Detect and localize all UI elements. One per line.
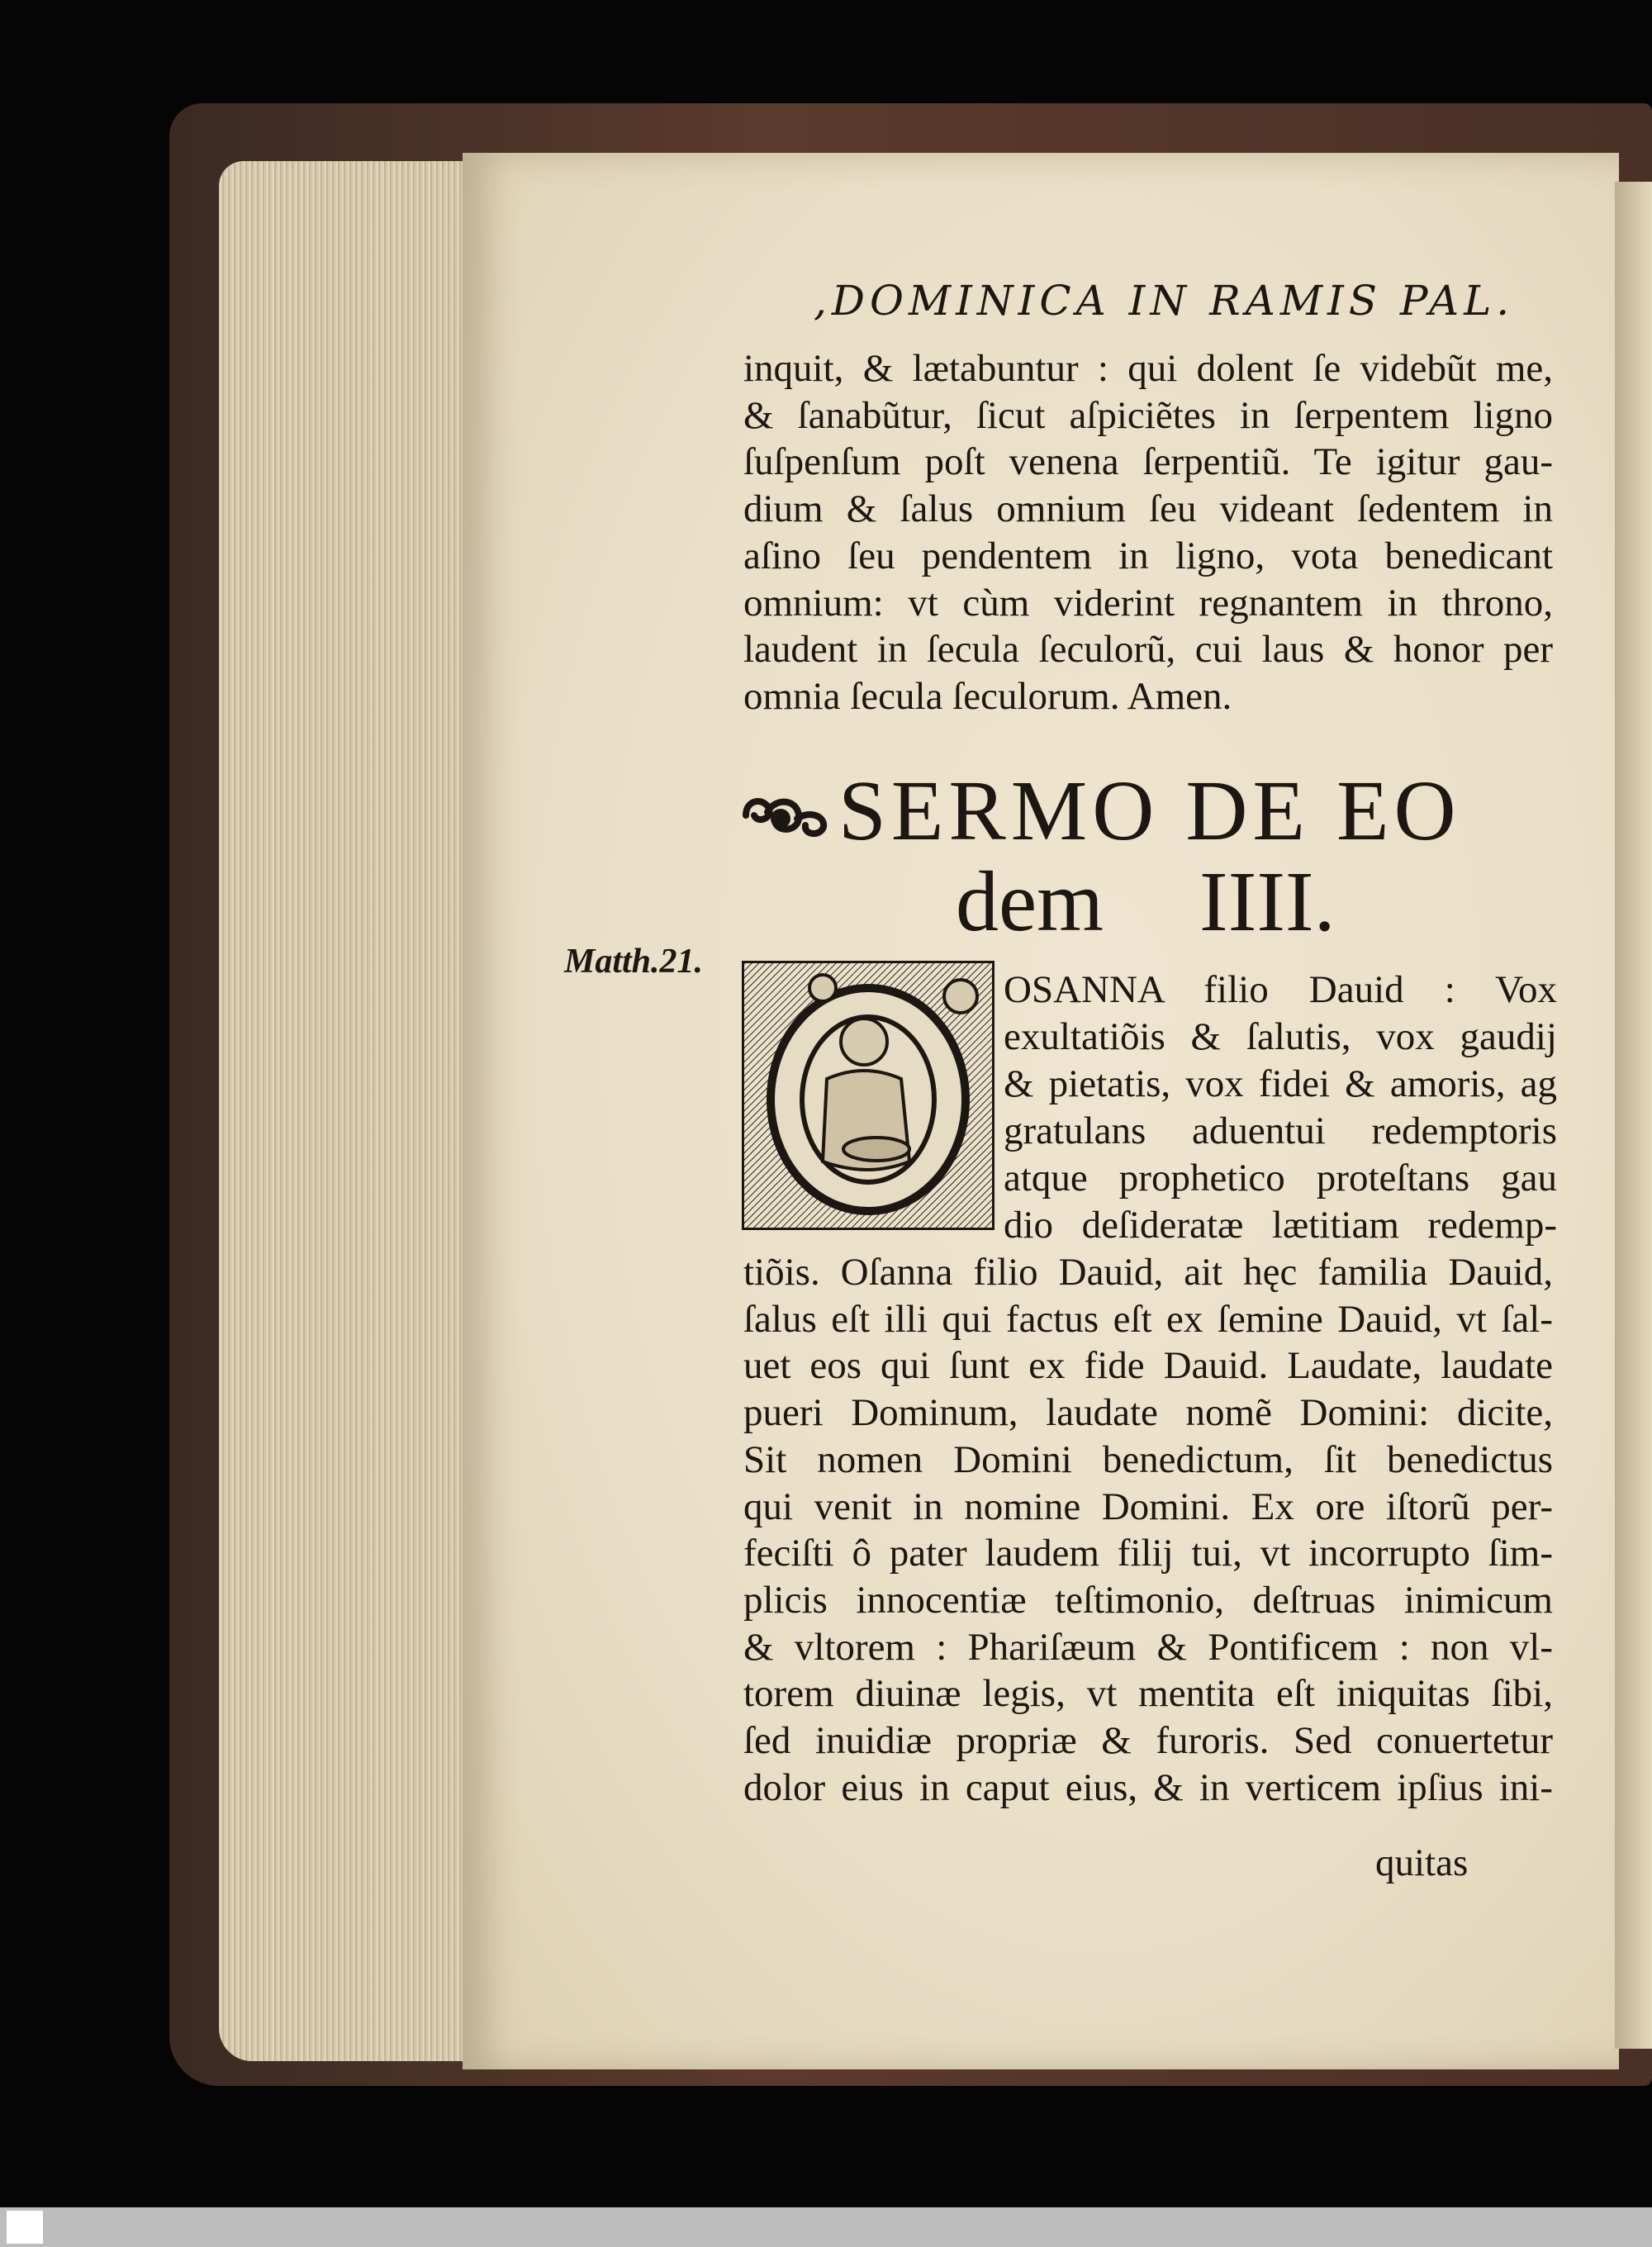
text-line: dio deſideratæ lætitiam redemp- xyxy=(1004,1204,1557,1247)
body-text-block xyxy=(743,1249,1553,1811)
text-line: feciſti ô pater laudem filij tui, vt incorrupto ſim- xyxy=(743,1532,1553,1575)
sermon-heading xyxy=(739,763,1565,949)
text-line: atque prophetico proteſtans gau xyxy=(1004,1157,1557,1200)
page-edges xyxy=(219,161,483,2061)
text-line: aſino ſeu pendentem in ligno, vota benedicant xyxy=(743,534,1553,577)
heading-line-2: dem IIII. xyxy=(956,854,1336,949)
text-line: & pietatis, vox fidei & amoris, ag xyxy=(1004,1062,1557,1105)
text-line: dium & ſalus omnium ſeu videant ſedentem in xyxy=(743,487,1553,531)
text-line: tiõis. Oſanna filio Dauid, ait hęc familia Dauid, xyxy=(743,1251,1553,1294)
text-line: gratulans aduentui redemptoris xyxy=(1004,1109,1557,1152)
library-logo-icon xyxy=(7,2211,43,2244)
text-line: exultatiõis & ſalutis, vox gaudij xyxy=(1004,1015,1557,1058)
text-line: dolor eius in caput eius, & in verticem ipſius ini- xyxy=(743,1765,1553,1809)
viewer-bottom-bar xyxy=(0,2207,1652,2247)
woodcut-initial-o-icon xyxy=(742,961,995,1230)
running-head: ,DOMINICA IN RAMIS PAL. xyxy=(814,277,1515,325)
heading-line-1: SERMO DE EO xyxy=(838,763,1461,858)
text-line: torem diuinæ legis, vt mentita eſt iniquitas ſibi, xyxy=(743,1672,1553,1716)
text-line: & vltorem : Phariſæum & Pontificem : non vl- xyxy=(743,1625,1553,1669)
text-line: uet eos qui ſunt ex fide Dauid. Laudate, laudate xyxy=(743,1344,1553,1388)
text-line: inquit, & lætabuntur : qui dolent ſe videbũt me, xyxy=(743,347,1553,390)
text-line: ſalus eſt illi qui factus eſt ex ſemine Dauid, vt ſal- xyxy=(743,1297,1553,1341)
fleuron-ornament-icon xyxy=(739,782,830,840)
catchword: quitas xyxy=(1375,1841,1469,1884)
drop-initial-text xyxy=(1004,967,1557,1249)
text-line: pueri Dominum, laudate nomẽ Domini: dicite, xyxy=(743,1391,1553,1435)
text-line: OSANNA filio Dauid : Vox xyxy=(1004,968,1557,1011)
text-line: plicis innocentiæ teſtimonio, deſtruas inimicum xyxy=(743,1578,1553,1622)
text-line: Sit nomen Domini benedictum, ſit benedictus xyxy=(743,1437,1553,1481)
facing-page-edge xyxy=(1615,182,1652,2049)
text-line: omnium: vt cùm viderint regnantem in throno, xyxy=(743,581,1553,625)
text-line: laudent in ſecula ſeculorũ, cui laus & honor per xyxy=(743,628,1553,672)
text-line: & ſanabũtur, ſicut aſpiciẽtes in ſerpentem ligno xyxy=(743,393,1553,437)
text-line: ſuſpenſum poſt venena ſerpentiũ. Te igitur gau- xyxy=(743,440,1553,484)
text-line: ſed inuidiæ propriæ & furoris. Sed conuertetur xyxy=(743,1719,1553,1763)
text-line: omnia ſecula ſeculorum. Amen. xyxy=(743,674,1232,718)
margin-reference: Matth.21. xyxy=(564,943,704,981)
top-text-block xyxy=(743,345,1553,720)
text-line: qui venit in nomine Domini. Ex ore iſtorũ per- xyxy=(743,1485,1553,1528)
